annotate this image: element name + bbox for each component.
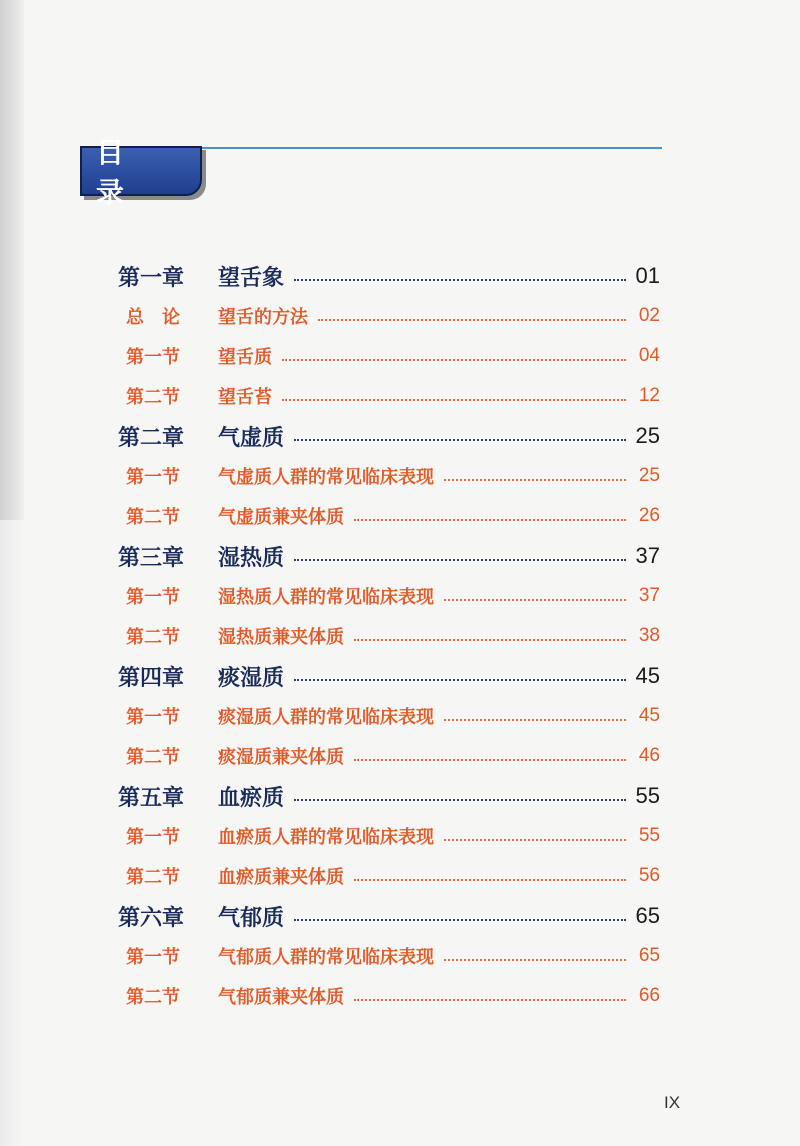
dot-leader [444, 959, 626, 961]
toc-entry-label: 第二节 [126, 747, 180, 768]
toc-section-row[interactable] [118, 496, 660, 536]
toc-entry-title: 气虚质 [218, 424, 285, 451]
toc-entry-page: 25 [635, 423, 660, 448]
book-spine-shadow-lower [0, 520, 24, 1146]
toc-entry-page: 55 [638, 825, 660, 846]
dot-leader [318, 319, 626, 321]
toc-entry-label: 第二章 [118, 424, 185, 451]
dot-leader [294, 559, 626, 561]
toc-entry-title: 气郁质人群的常见临床表现 [218, 947, 434, 968]
page-number: IX [664, 1093, 681, 1112]
toc-entry-title: 血瘀质人群的常见临床表现 [218, 827, 434, 848]
toc-entry-label: 总 论 [126, 307, 180, 328]
toc-section-row[interactable] [118, 976, 660, 1016]
toc-entry-label: 第一节 [126, 467, 180, 488]
dot-leader [354, 879, 626, 881]
toc-entry-title: 湿热质兼夹体质 [218, 627, 344, 648]
toc-section-row[interactable] [118, 336, 660, 376]
toc-entry-page: 45 [638, 705, 660, 726]
dot-leader [294, 279, 626, 281]
toc-entry-page: 02 [638, 305, 660, 326]
toc-entry-page: 65 [638, 945, 660, 966]
toc-entry-page: 65 [635, 903, 660, 928]
dot-leader [444, 719, 626, 721]
toc-entry-label: 第四章 [118, 664, 185, 691]
toc-entry-page: 38 [638, 625, 660, 646]
toc-entry-page: 26 [638, 505, 660, 526]
dot-leader [354, 759, 626, 761]
toc-entry-page: 37 [638, 585, 660, 606]
toc-entry-title: 气虚质人群的常见临床表现 [218, 467, 434, 488]
toc-entry-page: 01 [635, 263, 660, 288]
toc-entry-label: 第一节 [126, 947, 180, 968]
toc-chapter-row[interactable] [118, 536, 660, 576]
contents-title-box [80, 136, 202, 209]
toc-entry-page: 56 [638, 865, 660, 886]
toc-entry-page: 66 [638, 985, 660, 1006]
toc-entry-label: 第五章 [118, 784, 185, 811]
toc-entry-label: 第三章 [118, 544, 185, 571]
toc-section-row[interactable] [118, 576, 660, 616]
toc-entry-label: 第一节 [126, 707, 180, 728]
toc-entry-page: 46 [638, 745, 660, 766]
toc-chapter-row[interactable] [118, 256, 660, 296]
toc-section-row[interactable] [118, 616, 660, 656]
toc-entry-page: 04 [638, 345, 660, 366]
dot-leader [444, 839, 626, 841]
toc-entry-label: 第二节 [126, 387, 180, 408]
toc-entry-title: 望舌的方法 [218, 307, 308, 328]
toc-entry-page: 25 [638, 465, 660, 486]
book-spine-shadow [0, 0, 24, 520]
toc-section-row[interactable] [118, 456, 660, 496]
dot-leader [294, 919, 626, 921]
toc-section-row[interactable] [118, 736, 660, 776]
toc-entry-title: 气郁质兼夹体质 [218, 987, 344, 1008]
dot-leader [294, 439, 626, 441]
toc-entry-title: 望舌象 [218, 264, 285, 291]
toc-chapter-row[interactable] [118, 656, 660, 696]
toc-entry-label: 第二节 [126, 987, 180, 1008]
toc-section-row[interactable] [118, 936, 660, 976]
toc-entry-title: 湿热质人群的常见临床表现 [218, 587, 434, 608]
toc-entry-label: 第二节 [126, 867, 180, 888]
toc-entry-title: 望舌苔 [218, 387, 272, 408]
toc-chapter-row[interactable] [118, 896, 660, 936]
dot-leader [354, 519, 626, 521]
toc-entry-page: 12 [638, 385, 660, 406]
table-of-contents [118, 256, 660, 1016]
toc-entry-page: 37 [635, 543, 660, 568]
toc-entry-label: 第一节 [126, 587, 180, 608]
dot-leader [354, 999, 626, 1001]
toc-entry-title: 痰湿质 [218, 664, 285, 691]
toc-entry-page: 55 [635, 783, 660, 808]
toc-entry-label: 第二节 [126, 507, 180, 528]
header-rule [195, 147, 662, 149]
dot-leader [354, 639, 626, 641]
toc-entry-label: 第六章 [118, 904, 185, 931]
contents-title: 目 录 [96, 136, 139, 209]
toc-entry-title: 血瘀质 [218, 784, 285, 811]
toc-entry-title: 痰湿质兼夹体质 [218, 747, 344, 768]
toc-entry-title: 湿热质 [218, 544, 285, 571]
dot-leader [294, 679, 626, 681]
toc-section-row[interactable] [118, 816, 660, 856]
toc-entry-label: 第一章 [118, 264, 185, 291]
toc-entry-title: 血瘀质兼夹体质 [218, 867, 344, 888]
toc-section-row[interactable] [118, 696, 660, 736]
dot-leader [294, 799, 626, 801]
toc-section-row[interactable] [118, 376, 660, 416]
toc-chapter-row[interactable] [118, 776, 660, 816]
toc-entry-label: 第二节 [126, 627, 180, 648]
toc-chapter-row[interactable] [118, 416, 660, 456]
toc-entry-label: 第一节 [126, 827, 180, 848]
dot-leader [444, 479, 626, 481]
toc-entry-title: 气郁质 [218, 904, 285, 931]
toc-entry-title: 望舌质 [218, 347, 272, 368]
toc-section-row[interactable] [118, 856, 660, 896]
dot-leader [282, 399, 626, 401]
toc-section-row[interactable] [118, 296, 660, 336]
toc-entry-title: 痰湿质人群的常见临床表现 [218, 707, 434, 728]
toc-entry-title: 气虚质兼夹体质 [218, 507, 344, 528]
dot-leader [444, 599, 626, 601]
dot-leader [282, 359, 626, 361]
toc-entry-page: 45 [635, 663, 660, 688]
toc-entry-label: 第一节 [126, 347, 180, 368]
